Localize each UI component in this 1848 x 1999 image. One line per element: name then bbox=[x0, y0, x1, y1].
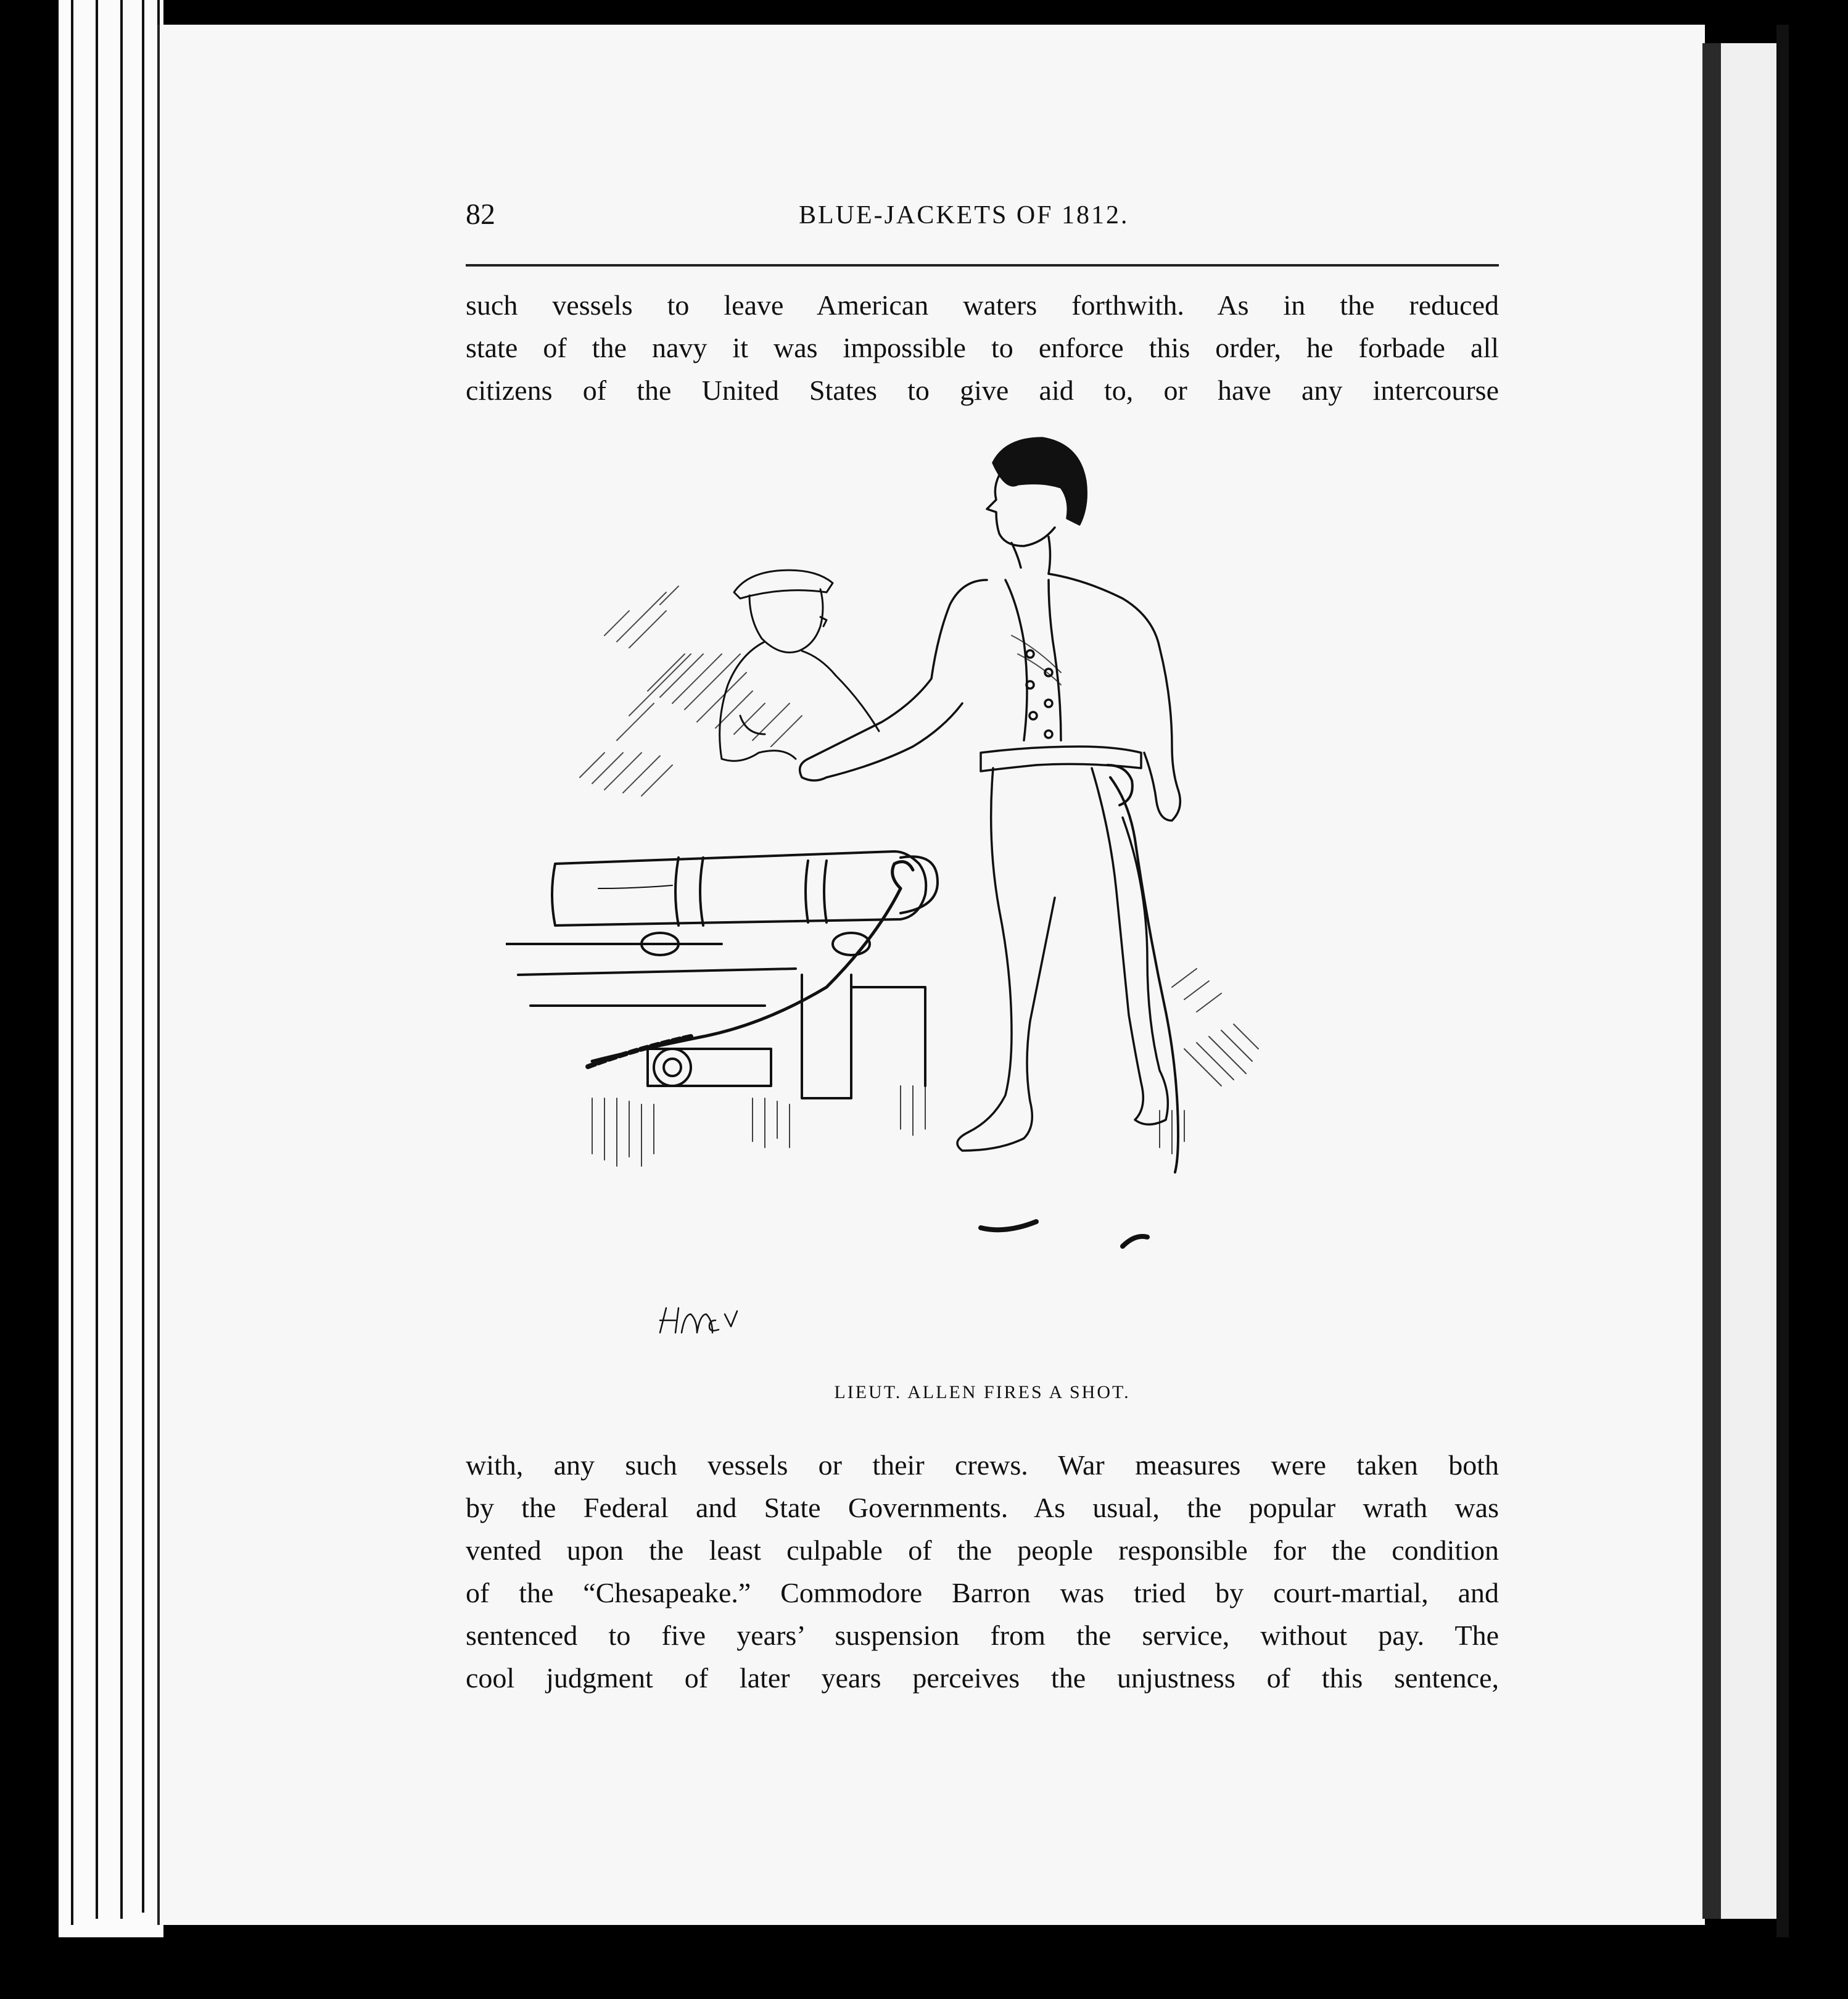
artist-signature bbox=[660, 1308, 737, 1333]
text-line: citizens of the United States to give aid to, or have any intercourse bbox=[466, 375, 1499, 406]
paragraph-top bbox=[466, 284, 1499, 412]
officer-head bbox=[987, 438, 1086, 574]
running-title: BLUE-JACKETS OF 1812. bbox=[799, 201, 1129, 230]
edge-line bbox=[120, 0, 123, 1919]
page-number: 82 bbox=[466, 198, 495, 231]
facing-page-gutter bbox=[1702, 43, 1721, 1919]
edge-line bbox=[96, 0, 98, 1919]
text-line: by the Federal and State Governments. As usual, the popular wrath was bbox=[466, 1492, 1499, 1523]
cannon bbox=[506, 851, 938, 1098]
text-line: vented upon the least culpable of the people responsible for the condition bbox=[466, 1534, 1499, 1566]
edge-line bbox=[71, 0, 73, 1925]
sailor-figure bbox=[720, 570, 879, 761]
facing-page-border bbox=[1776, 25, 1789, 1937]
text-line: of the “Chesapeake.” Commodore Barron was tried by court-martial, and bbox=[466, 1577, 1499, 1608]
text-line: state of the navy it was impossible to enforce this order, he forbade all bbox=[466, 332, 1499, 363]
officer-coat bbox=[800, 574, 1181, 821]
text-line: with, any such vessels or their crews. War measures were taken both bbox=[466, 1449, 1499, 1481]
paragraph-bottom bbox=[466, 1444, 1499, 1699]
book-page-edges bbox=[59, 0, 163, 1937]
illustration-caption: LIEUT. ALLEN FIRES A SHOT. bbox=[834, 1382, 1131, 1402]
header-rule bbox=[466, 264, 1499, 267]
text-line: cool judgment of later years perceives the unjustness of this sentence, bbox=[466, 1662, 1499, 1694]
text-line: such vessels to leave American waters forthwith. As in the reduced bbox=[466, 289, 1499, 321]
text-line: sentenced to five years’ suspension from the service, without pay. The bbox=[466, 1620, 1499, 1651]
edge-line bbox=[142, 0, 144, 1913]
facing-page-edge bbox=[1721, 43, 1776, 1919]
running-head bbox=[466, 197, 1499, 247]
rope-rammer bbox=[586, 862, 913, 1067]
illustration-lieut-allen bbox=[506, 432, 1468, 1345]
